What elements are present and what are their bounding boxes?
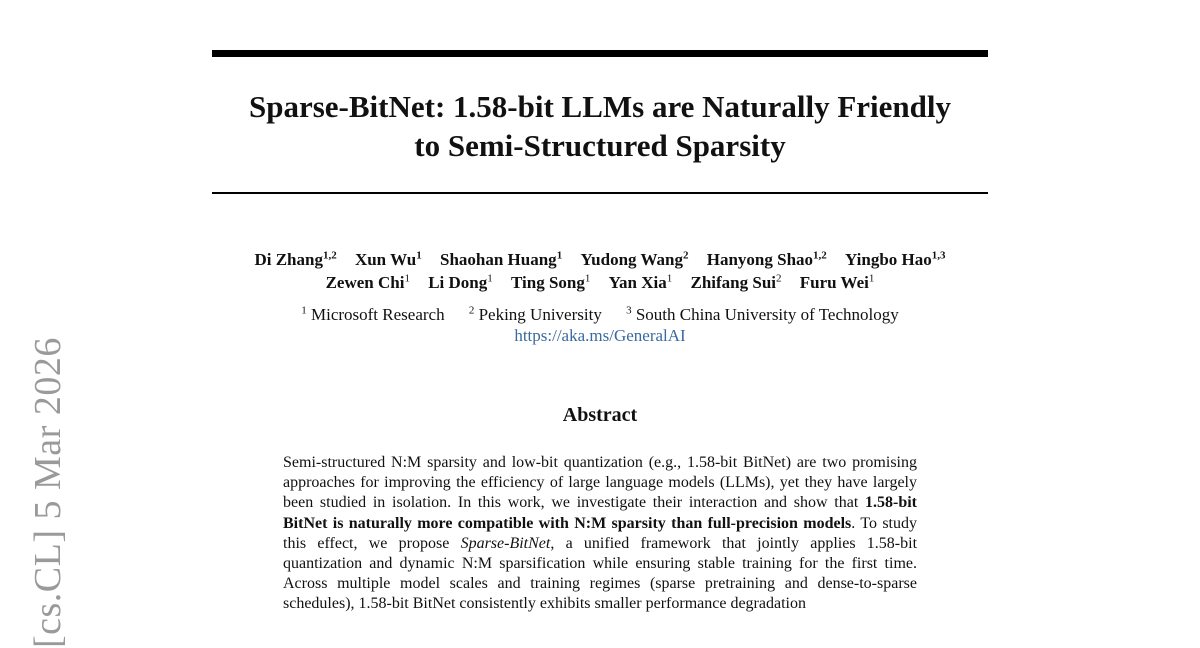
abstract-method-name: Sparse-BitNet — [460, 534, 551, 552]
author-list — [150, 248, 1050, 294]
author: Hanyong Shao$^{1,2}$ — [706, 249, 827, 269]
author: Zewen Chi$^1$ — [325, 272, 410, 292]
author: Di Zhang$^{1,2}$ — [254, 249, 337, 269]
author-row-1 — [150, 248, 1050, 271]
author-row-2 — [150, 271, 1050, 294]
author: Zhifang Sui$^2$ — [690, 272, 782, 292]
author: Li Dong$^1$ — [428, 272, 493, 292]
affiliation: $^2$ Peking University — [468, 304, 602, 324]
author: Shaohan Huang$^1$ — [439, 249, 563, 269]
abstract-text: Semi-structured N:M sparsity and low-bit quantization (e.g., 1.58-bit BitNet) are two promising approaches for improving the efficiency of large language models (LLMs), yet they have largely been studied in isolation. In this work, we investigate their interaction and show that 1.58-bit BitNet is naturally more compatible with N:M sparsity than full-precision models. To study this effect, we propose Sparse-BitNet, a unified framework that jointly applies 1.58-bit quantization and dynamic N:M sparsification while ensuring stable training for the first time. Across multiple model scales and training regimes (sparse pretraining and dense-to-sparse schedules), 1.58-bit BitNet consistently exhibits smaller performance degradation — [283, 454, 918, 613]
author: Yudong Wang$^2$ — [580, 249, 689, 269]
paper-title — [190, 87, 1010, 165]
author: Furu Wei$^1$ — [799, 272, 875, 292]
title-bottom-rule — [212, 192, 988, 194]
author: Yingbo Hao$^{1,3}$ — [845, 249, 946, 269]
arxiv-side-stamp: [cs.CL] 5 Mar 2026 — [27, 337, 69, 648]
abstract-bold-claim: 1.58-bit BitNet is naturally more compatible with N:M sparsity than full-precision models — [283, 494, 917, 532]
author: Xun Wu$^1$ — [354, 249, 422, 269]
title-top-rule — [212, 50, 988, 57]
title-line-1: Sparse-BitNet: 1.58-bit LLMs are Naturally Friendly — [248, 89, 952, 124]
affiliation: $^3$ South China University of Technology — [626, 304, 899, 324]
affiliation-list — [150, 304, 1050, 325]
title-line-2: to Semi-Structured Sparsity — [414, 128, 786, 163]
author: Ting Song$^1$ — [511, 272, 591, 292]
project-link[interactable]: https://aka.ms/GeneralAI — [514, 326, 686, 345]
affiliation: $^1$ Microsoft Research — [301, 304, 445, 324]
author: Yan Xia$^1$ — [608, 272, 673, 292]
abstract-heading: Abstract — [562, 404, 638, 426]
